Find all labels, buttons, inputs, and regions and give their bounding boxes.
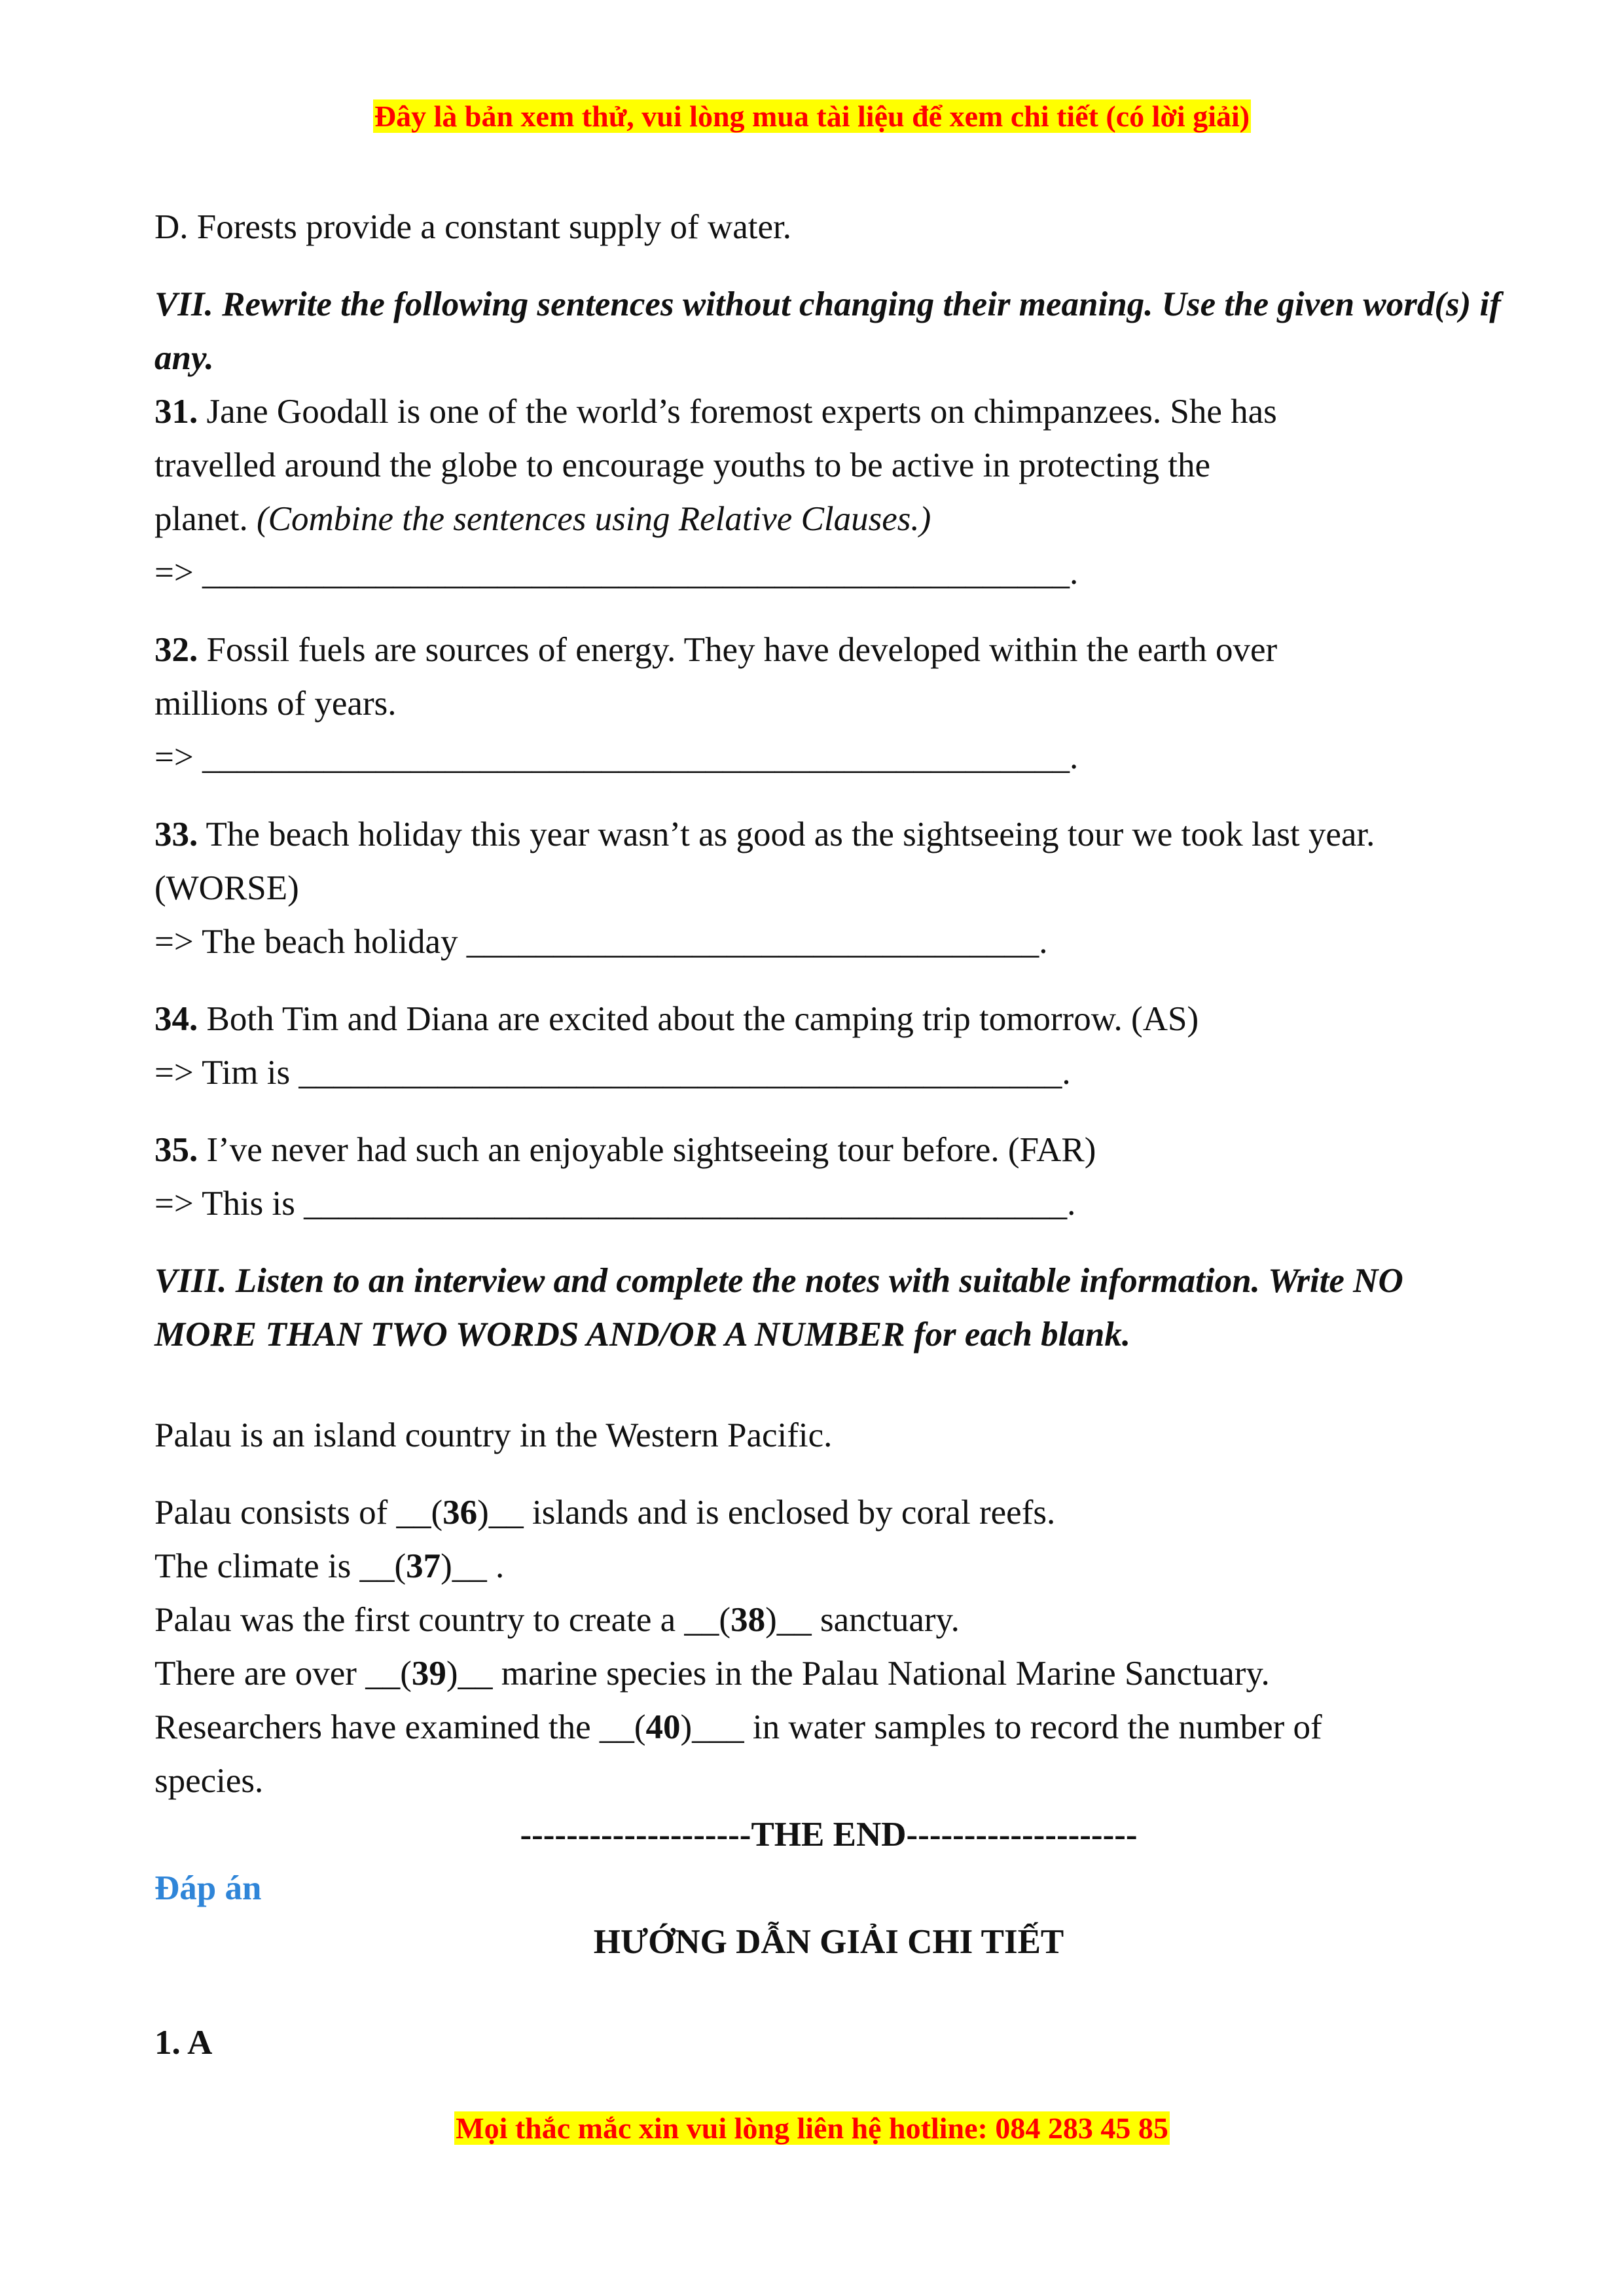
answer-key-title: Đáp án [154,1869,262,1907]
question-32-line-2: millions of years. [154,685,397,723]
preview-banner-text: Đây là bản xem thử, vui lòng mua tài liệu để xem chi tiết (có lời giải) [374,99,1250,133]
note-39: There are over __(39)__ marine species in the Palau National Marine Sanctuary. [154,1655,1270,1693]
question-number: 34. [154,1000,198,1038]
question-31: 31. Jane Goodall is one of the world’s foremost experts on chimpanzees. She has [154,393,1277,431]
answer-line-32[interactable]: => __________________________________________________. [154,738,1079,776]
option-d: D. Forests provide a constant supply of water. [154,208,791,246]
blank-number: 37 [406,1547,441,1585]
question-number: 32. [154,631,198,669]
document-content [154,200,1503,2070]
note-38: Palau was the first country to create a __(38)__ sanctuary. [154,1601,960,1639]
question-35: 35. I’ve never had such an enjoyable sightseeing tour before. (FAR) [154,1131,1096,1169]
question-31-hint: (Combine the sentences using Relative Clauses.) [257,500,931,538]
hotline-banner [0,2109,1624,2148]
blank-number: 40 [645,1708,681,1746]
question-34: 34. Both Tim and Diana are excited about the camping trip tomorrow. (AS) [154,1000,1199,1038]
detailed-guide-title: HƯỚNG DẪN GIẢI CHI TIẾT [593,1923,1064,1961]
hotline-banner-text: Mọi thắc mắc xin vui lòng liên hệ hotline: 084 283 45 85 [456,2111,1168,2145]
blank-number: 36 [442,1494,478,1532]
blank-number: 39 [411,1655,446,1693]
question-31-line-2: travelled around the globe to encourage youths to be active in protecting the [154,446,1211,484]
note-40-line-2: species. [154,1762,264,1800]
note-40: Researchers have examined the __(40)___ in water samples to record the number of [154,1708,1322,1746]
preview-banner [0,97,1624,136]
question-31-line-3: planet. (Combine the sentences using Relative Clauses.) [154,500,931,538]
question-number: 31. [154,393,198,431]
note-37: The climate is __(37)__ . [154,1547,505,1585]
answer-line-33[interactable]: => The beach holiday _________________________________. [154,923,1048,961]
question-33-line-2: (WORSE) [154,869,299,907]
section-8-heading: VIII. Listen to an interview and complete the notes with suitable information. Write NO MORE THAN TWO WORDS AND/OR A NUMBER for each blank. [154,1262,1403,1354]
answer-line-34[interactable]: => Tim is ____________________________________________. [154,1054,1071,1092]
question-32: 32. Fossil fuels are sources of energy. They have developed within the earth over [154,631,1278,669]
notes-intro: Palau is an island country in the Western Pacific. [154,1416,833,1454]
first-answer: 1. A [154,2024,213,2062]
answer-line-31[interactable]: => __________________________________________________. [154,554,1079,592]
the-end-divider: --------------------THE END-------------------- [520,1816,1138,1854]
note-36: Palau consists of __(36)__ islands and is enclosed by coral reefs. [154,1494,1056,1532]
question-number: 33. [154,816,198,853]
section-7-heading: VII. Rewrite the following sentences without changing their meaning. Use the given word(s) if any. [154,285,1501,377]
question-33: 33. The beach holiday this year wasn’t as good as the sightseeing tour we took last year. [154,816,1375,853]
question-number: 35. [154,1131,198,1169]
answer-line-35[interactable]: => This is ____________________________________________. [154,1185,1076,1223]
blank-number: 38 [731,1601,766,1639]
